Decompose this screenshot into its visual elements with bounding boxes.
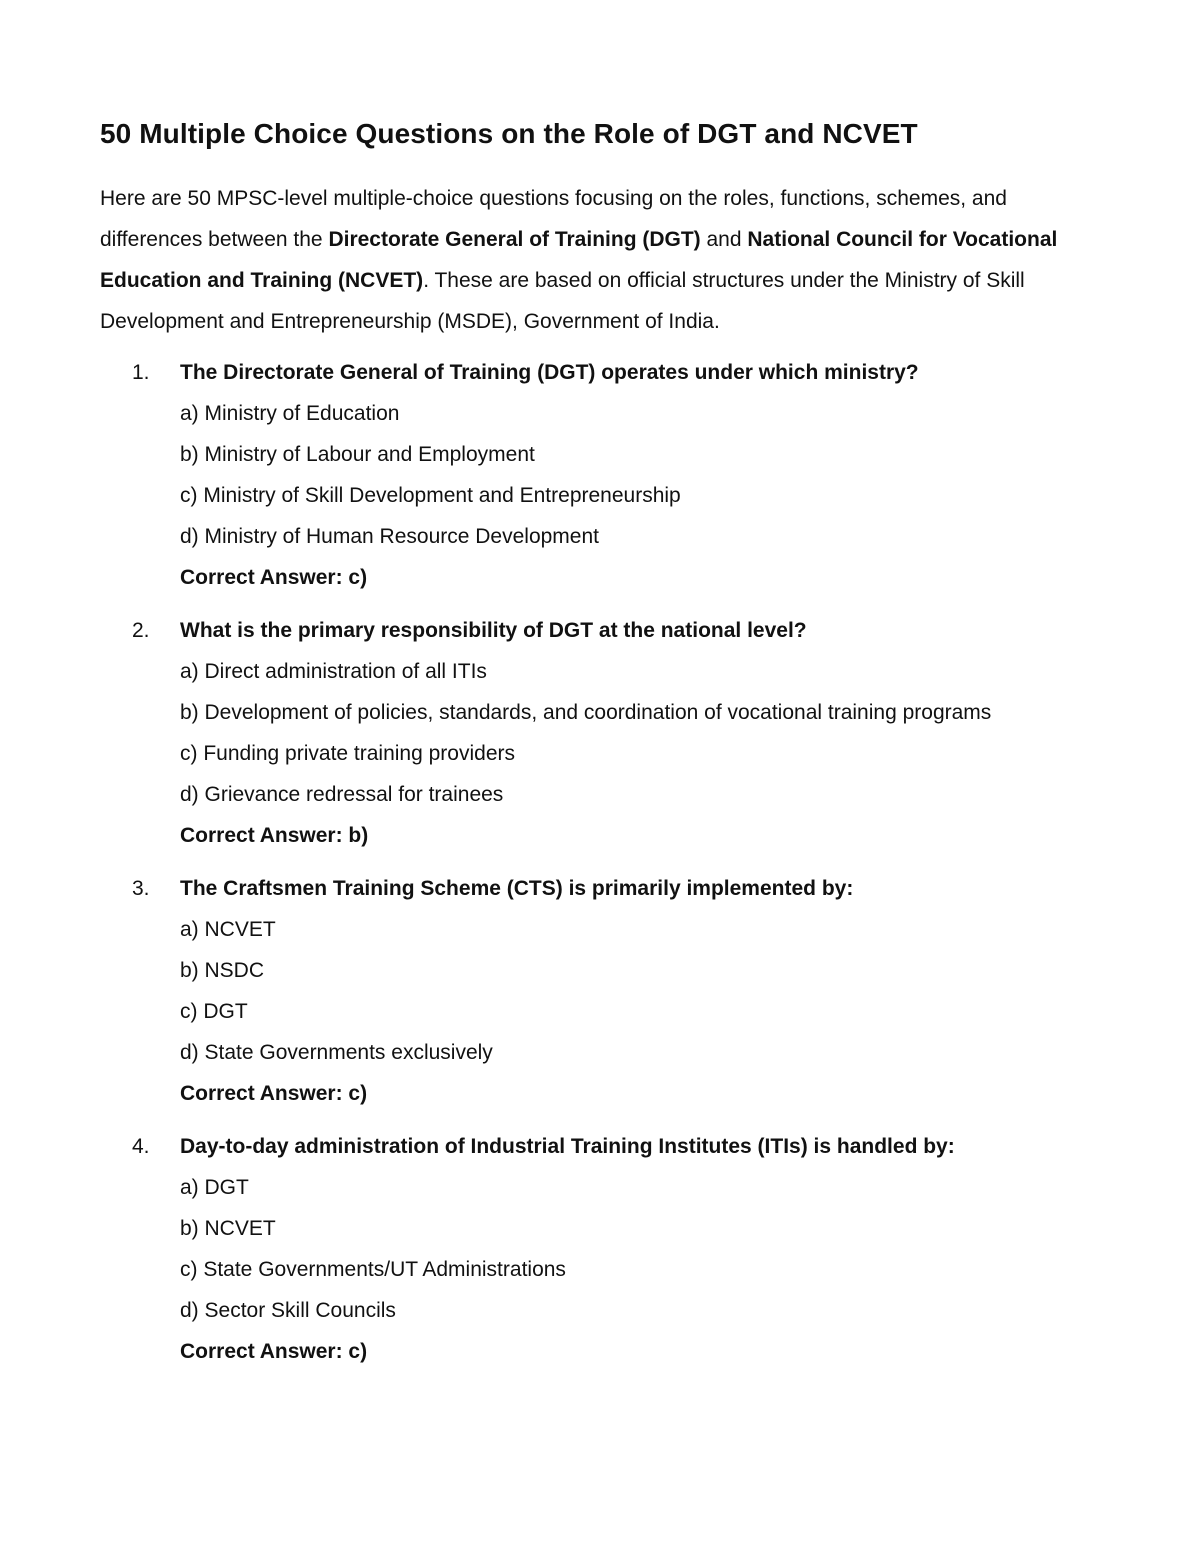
question-item [100,610,1110,856]
question-list [100,352,1110,1372]
option-b: b) Ministry of Labour and Employment [180,443,535,466]
intro-bold-ncvet: National Council for Vocational Education and Training (NCVET) [100,228,1058,292]
intro-paragraph [100,178,1110,342]
question-number: 1. [132,361,150,384]
option-c: c) State Governments/UT Administrations [180,1258,566,1281]
question-text: Day-to-day administration of Industrial Training Institutes (ITIs) is handled by: [180,1135,955,1158]
option-a: a) Ministry of Education [180,402,400,425]
option-d: d) Ministry of Human Resource Development [180,525,599,548]
option-d: d) State Governments exclusively [180,1041,493,1064]
question-item [100,352,1110,598]
intro-bold-dgt: Directorate General of Training (DGT) [328,228,701,251]
correct-answer: Correct Answer: c) [180,1340,368,1363]
option-c: c) DGT [180,1000,248,1023]
question-text: The Directorate General of Training (DGT) operates under which ministry? [180,361,919,384]
correct-answer: Correct Answer: b) [180,824,369,847]
correct-answer: Correct Answer: c) [180,566,368,589]
intro-text-2: and [700,228,748,251]
question-number: 2. [132,619,150,642]
document-page [100,112,1110,1384]
intro-text-3: . These are based on official structures under the Ministry of Skill Development and Entrepreneurship (MSDE), Government of India. [100,269,1025,333]
option-a: a) DGT [180,1176,249,1199]
intro-text-1: Here are 50 MPSC-level multiple-choice questions focusing on the roles, functions, schemes, and differences between the [100,187,1007,251]
question-text: The Craftsmen Training Scheme (CTS) is primarily implemented by: [180,877,854,900]
option-a: a) Direct administration of all ITIs [180,660,487,683]
option-a: a) NCVET [180,918,276,941]
option-b: b) NSDC [180,959,265,982]
question-number: 4. [132,1135,150,1158]
option-b: b) NCVET [180,1217,276,1240]
option-d: d) Sector Skill Councils [180,1299,396,1322]
question-number: 3. [132,877,150,900]
option-c: c) Funding private training providers [180,742,515,765]
option-d: d) Grievance redressal for trainees [180,783,504,806]
option-c: c) Ministry of Skill Development and Entrepreneurship [180,484,681,507]
question-text: What is the primary responsibility of DGT at the national level? [180,619,807,642]
question-item [100,1126,1110,1372]
option-b: b) Development of policies, standards, and coordination of vocational training programs [180,701,992,724]
correct-answer: Correct Answer: c) [180,1082,368,1105]
page-title: 50 Multiple Choice Questions on the Role of DGT and NCVET [100,118,918,149]
question-item [100,868,1110,1114]
